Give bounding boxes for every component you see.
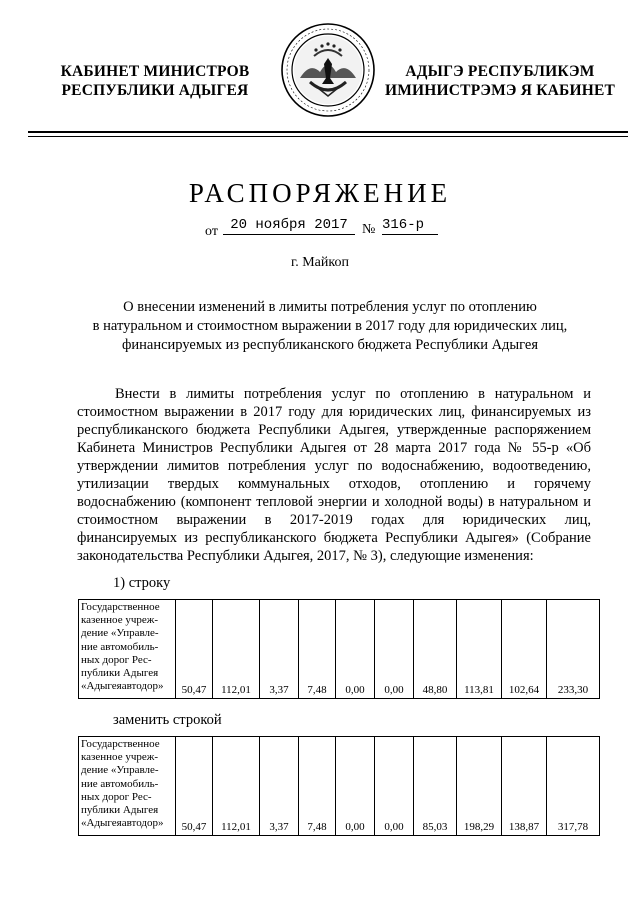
body-text xyxy=(77,385,591,565)
table-cell: 113,81 xyxy=(457,600,502,699)
subject-line2: в натуральном и стоимостном выражении в 2017 году для юридических лиц, xyxy=(92,318,568,334)
header-right xyxy=(376,62,624,100)
header-right-line2: ИМИНИСТРЭМЭ Я КАБИНЕТ xyxy=(384,82,616,99)
header-right-line1: АДЫГЭ РЕСПУБЛИКЭМ xyxy=(405,63,595,80)
number-label: № xyxy=(362,222,376,237)
header-left xyxy=(40,62,270,100)
table-cell: 112,01 xyxy=(213,737,260,836)
table-cell: 0,00 xyxy=(336,737,375,836)
table-cell: 48,80 xyxy=(414,600,457,699)
replace-label: заменить строкой xyxy=(113,712,222,728)
document-number: 316-р xyxy=(382,217,438,235)
table-cell: 317,78 xyxy=(547,737,600,836)
org-name-cell: Государственное казенное учреж-дение «Управле-ние автомобиль-ных дорог Рес-публики Адыгея «Адыгеяавтодор» xyxy=(79,600,176,699)
subject-line3: финансируемых из республиканского бюджета Республики Адыгея xyxy=(121,337,539,353)
body-paragraph: Внести в лимиты потребления услуг по отоплению в натуральном и стоимостном выражении в 2017 году для юридических лиц, финансируемых из республиканского бюджета Республики Адыгея, утвержденные распоряжением Кабинета Министров Республики Адыгея от 28 марта 2017 года № 55-р «Об утверждении лимитов потребления услуг по водоснабжению, водоотведению, утилизации твердых коммунальных отходов, отоплению и горячему водоснабжению (компонент тепловой энергии и холодной воды) в натуральном и стоимостном выражении в 2017-2019 годах для юридических лиц, финансируемых из республиканского бюджета Республики Адыгея» (Собрание законодательства Республики Адыгея, 2017, № 3), следующие изменения: xyxy=(77,386,591,564)
table-cell: 3,37 xyxy=(260,737,299,836)
table-cell: 50,47 xyxy=(176,600,213,699)
table-cell: 0,00 xyxy=(375,600,414,699)
header-left-line1: КАБИНЕТ МИНИСТРОВ xyxy=(60,63,250,80)
table-cell: 138,87 xyxy=(502,737,547,836)
document-title: РАСПОРЯЖЕНИЕ xyxy=(188,178,452,208)
header-rule-thick xyxy=(28,131,628,133)
header-rule-thin xyxy=(28,136,628,137)
table-cell: 50,47 xyxy=(176,737,213,836)
table-cell: 0,00 xyxy=(336,600,375,699)
document-subject xyxy=(60,298,600,355)
table-row xyxy=(79,600,600,699)
table-cell: 102,64 xyxy=(502,600,547,699)
item-label: 1) строку xyxy=(113,575,171,591)
table-cell: 198,29 xyxy=(457,737,502,836)
document-date: 20 ноября 2017 xyxy=(223,217,355,235)
city: г. Майкоп xyxy=(291,255,349,270)
new-limits-table xyxy=(78,736,600,836)
old-limits-table xyxy=(78,599,600,699)
table-row xyxy=(79,737,600,836)
table-cell: 0,00 xyxy=(375,737,414,836)
table-cell: 112,01 xyxy=(213,600,260,699)
org-name-cell: Государственное казенное учреж-дение «Управле-ние автомобиль-ных дорог Рес-публики Адыгея «Адыгеяавтодор» xyxy=(79,737,176,836)
table-cell: 7,48 xyxy=(299,737,336,836)
subject-line1: О внесении изменений в лимиты потребления услуг по отоплению xyxy=(123,299,537,315)
table-cell: 233,30 xyxy=(547,600,600,699)
table-cell: 85,03 xyxy=(414,737,457,836)
republic-emblem-icon xyxy=(280,22,376,118)
table-cell: 7,48 xyxy=(299,600,336,699)
table-cell: 3,37 xyxy=(260,600,299,699)
header-left-line2: РЕСПУБЛИКИ АДЫГЕЯ xyxy=(61,82,249,99)
date-label: от xyxy=(205,224,218,239)
